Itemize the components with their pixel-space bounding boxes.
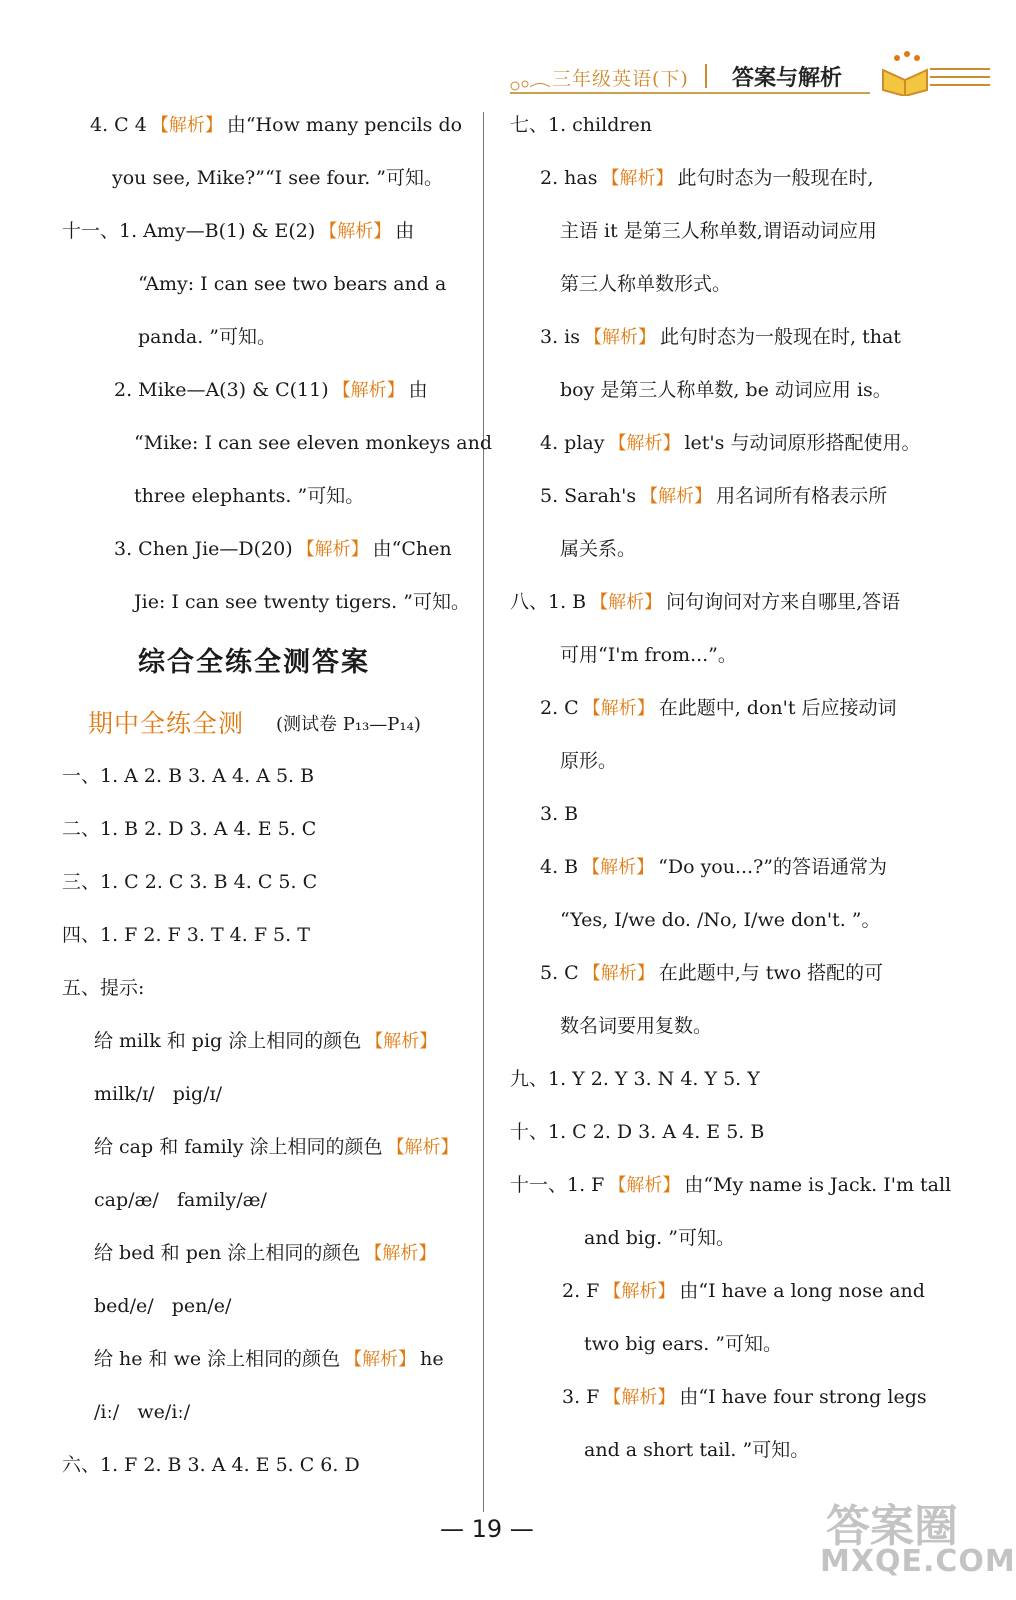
answer-line: 给 cap 和 family 涂上相同的颜色 【解析】 xyxy=(94,1136,459,1158)
page-header xyxy=(510,58,990,98)
answer-line: you see, Mike?”“I see four. ”可知。 xyxy=(112,167,443,189)
header-separator xyxy=(705,64,707,88)
analysis-tag: 【解析】 xyxy=(601,168,674,189)
open-book-icon xyxy=(875,50,935,96)
phonetic-line: /iː/ we/iː/ xyxy=(94,1401,191,1423)
analysis-tag: 【解析】 xyxy=(608,1175,681,1196)
answer-line: 2. has 【解析】 此句时态为一般现在时, xyxy=(540,167,874,189)
answer-line: panda. ”可知。 xyxy=(138,326,277,348)
analysis-tag: 【解析】 xyxy=(344,1349,417,1370)
answer-line: 5. Sarah's 【解析】 用名词所有格表示所 xyxy=(540,485,888,507)
phonetic-line: cap/æ/ family/æ/ xyxy=(94,1189,267,1211)
answer-line: 十一、1. Amy—B(1) & E(2) 【解析】 由 xyxy=(62,220,415,242)
header-underline xyxy=(510,92,870,94)
phonetic-line: bed/e/ pen/e/ xyxy=(94,1295,232,1317)
section-title: 综合全练全测答案 xyxy=(138,647,370,678)
answer-line: 2. Mike—A(3) & C(11) 【解析】 由 xyxy=(114,379,428,401)
answer-line: 4. play 【解析】 let's 与动词原形搭配使用。 xyxy=(540,432,921,454)
analysis-tag: 【解析】 xyxy=(150,115,223,136)
watermark-logo: 答案圈 xyxy=(826,1501,958,1552)
book-section-title: 答案与解析 xyxy=(732,66,843,91)
book-subtitle: 三年级英语(下) xyxy=(552,68,689,90)
answer-line: 5. C 【解析】 在此题中,与 two 搭配的可 xyxy=(540,962,884,984)
answer-line: 2. C 【解析】 在此题中, don't 后应接动词 xyxy=(540,697,897,719)
answer-line: Jie: I can see twenty tigers. ”可知。 xyxy=(134,591,470,613)
subsection-note: (测试卷 P₁₃—P₁₄) xyxy=(276,714,421,735)
answer-line: 3. Chen Jie—D(20) 【解析】 由“Chen xyxy=(114,538,452,560)
answer-line: 十一、1. F 【解析】 由“My name is Jack. I'm tall xyxy=(510,1174,952,1196)
answer-line: 3. is 【解析】 此句时态为一般现在时, that xyxy=(540,326,901,348)
answer-line: 属关系。 xyxy=(560,538,637,560)
answer-line: boy 是第三人称单数, be 动词应用 is。 xyxy=(560,379,892,401)
analysis-tag: 【解析】 xyxy=(603,1281,676,1302)
answer-line: 给 milk 和 pig 涂上相同的颜色 【解析】 xyxy=(94,1030,438,1052)
answer-line: and a short tail. ”可知。 xyxy=(584,1439,810,1461)
answer-line: 给 he 和 we 涂上相同的颜色 【解析】 he xyxy=(94,1348,444,1370)
analysis-tag: 【解析】 xyxy=(582,857,655,878)
answer-line: 给 bed 和 pen 涂上相同的颜色 【解析】 xyxy=(94,1242,437,1264)
answer-line: 3. F 【解析】 由“I have four strong legs xyxy=(562,1386,927,1408)
swirl-decoration-icon xyxy=(510,78,550,92)
answer-line: 十、1. C 2. D 3. A 4. E 5. B xyxy=(510,1121,765,1143)
answer-line: 四、1. F 2. F 3. T 4. F 5. T xyxy=(62,924,310,946)
answer-line: 数名词要用复数。 xyxy=(560,1015,713,1037)
analysis-tag: 【解析】 xyxy=(386,1137,459,1158)
answer-line: 五、提示: xyxy=(62,977,145,999)
answer-line: 第三人称单数形式。 xyxy=(560,273,732,295)
answer-line: 原形。 xyxy=(560,750,618,772)
header-stripes xyxy=(930,68,990,92)
answer-line: and big. ”可知。 xyxy=(584,1227,735,1249)
answer-line: 二、1. B 2. D 3. A 4. E 5. C xyxy=(62,818,317,840)
answer-line: 4. B 【解析】 “Do you...?”的答语通常为 xyxy=(540,856,887,878)
watermark-url: MXQE.COM xyxy=(820,1544,1016,1579)
answer-line: three elephants. ”可知。 xyxy=(134,485,365,507)
answer-line: 八、1. B 【解析】 问句询问对方来自哪里,答语 xyxy=(510,591,901,613)
page-number: — 19 — xyxy=(440,1515,534,1543)
subsection-title: 期中全练全测 xyxy=(88,709,245,738)
answer-line: 3. B xyxy=(540,803,579,825)
analysis-tag: 【解析】 xyxy=(582,698,655,719)
answer-line: 七、1. children xyxy=(510,114,652,136)
phonetic-line: milk/ɪ/ pig/ɪ/ xyxy=(94,1083,222,1105)
answer-line: 主语 it 是第三人称单数,谓语动词应用 xyxy=(560,220,877,242)
answer-line: “Amy: I can see two bears and a xyxy=(138,273,447,295)
analysis-tag: 【解析】 xyxy=(319,221,392,242)
answer-line: 一、1. A 2. B 3. A 4. A 5. B xyxy=(62,765,315,787)
analysis-tag: 【解析】 xyxy=(296,539,369,560)
analysis-tag: 【解析】 xyxy=(365,1031,438,1052)
analysis-tag: 【解析】 xyxy=(590,592,663,613)
answer-line: “Yes, I/we do. /No, I/we don't. ”。 xyxy=(560,909,881,931)
analysis-tag: 【解析】 xyxy=(640,486,713,507)
answer-line: 2. F 【解析】 由“I have a long nose and xyxy=(562,1280,925,1302)
column-divider xyxy=(483,112,484,1512)
answer-line: 4. C 4 【解析】 由“How many pencils do xyxy=(90,114,463,136)
analysis-tag: 【解析】 xyxy=(364,1243,437,1264)
watermark xyxy=(820,1488,1016,1588)
analysis-tag: 【解析】 xyxy=(582,963,655,984)
answer-line: “Mike: I can see eleven monkeys and xyxy=(134,432,493,454)
answer-line: 九、1. Y 2. Y 3. N 4. Y 5. Y xyxy=(510,1068,760,1090)
analysis-tag: 【解析】 xyxy=(603,1387,676,1408)
answer-line: 三、1. C 2. C 3. B 4. C 5. C xyxy=(62,871,318,893)
analysis-tag: 【解析】 xyxy=(584,327,656,348)
analysis-tag: 【解析】 xyxy=(332,380,405,401)
answer-line: two big ears. ”可知。 xyxy=(584,1333,783,1355)
analysis-tag: 【解析】 xyxy=(608,433,681,454)
answer-line: 六、1. F 2. B 3. A 4. E 5. C 6. D xyxy=(62,1454,360,1476)
answer-line: 可用“I'm from...”。 xyxy=(560,644,737,666)
